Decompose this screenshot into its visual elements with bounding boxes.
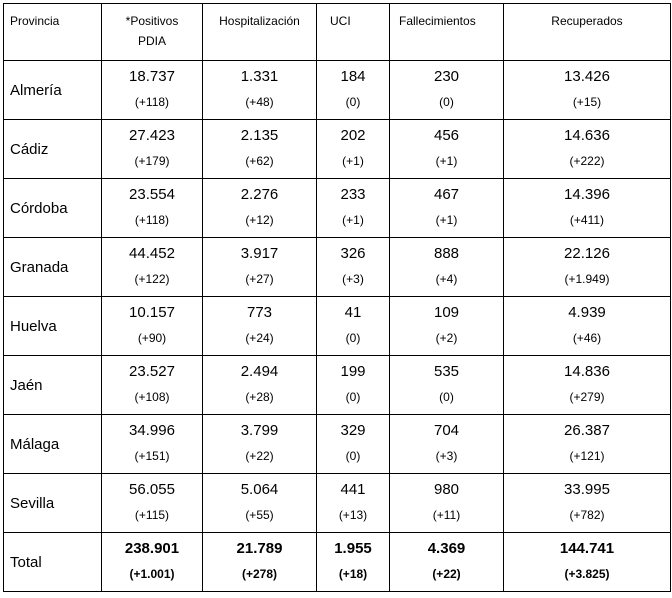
value-positivos: 10.157 [129,304,175,321]
delta-fallecimientos: (+22) [432,567,461,581]
delta-uci: (+1) [342,154,364,168]
delta-positivos: (+115) [134,508,170,522]
delta-fallecimientos: (+3) [435,449,458,463]
delta-recuperados: (+782) [569,508,605,522]
header-fallecimientos: Fallecimientos [390,4,504,61]
cell-fallecimientos [390,474,504,533]
value-fallecimientos: 980 [433,481,460,498]
delta-positivos: (+118) [134,95,170,109]
cell-uci [317,356,390,415]
table-row [4,238,671,297]
value-positivos: 238.901 [124,540,180,557]
value-hospitalizacion: 3.917 [240,245,279,262]
value-fallecimientos: 4.369 [427,540,466,557]
delta-fallecimientos: (+1) [435,213,458,227]
cell-positivos [102,61,203,120]
value-uci: 326 [340,245,366,262]
delta-recuperados: (+279) [569,390,605,404]
cell-fallecimientos [390,297,504,356]
delta-hospitalizacion: (+55) [245,508,274,522]
delta-positivos: (+179) [134,154,170,168]
cell-positivos [102,297,203,356]
delta-recuperados: (+15) [572,95,602,109]
header-recuperados: Recuperados [504,4,671,61]
delta-recuperados: (+3.825) [564,567,610,581]
delta-positivos: (+122) [134,272,170,286]
delta-uci: (0) [345,390,361,404]
total-row [4,533,671,592]
cell-recuperados [504,238,671,297]
covid-data-table [3,3,671,592]
value-hospitalizacion: 21.789 [236,540,283,557]
delta-positivos: (+90) [137,331,167,345]
table-row [4,356,671,415]
value-hospitalizacion: 773 [246,304,273,321]
delta-hospitalizacion: (+62) [245,154,274,168]
cell-hospitalizacion [203,474,317,533]
delta-fallecimientos: (+4) [435,272,458,286]
cell-recuperados [504,356,671,415]
cell-fallecimientos [390,238,504,297]
cell-fallecimientos [390,179,504,238]
value-fallecimientos: 888 [433,245,460,262]
value-uci: 199 [340,363,366,380]
header-hospitalizacion: Hospitalización [203,4,317,61]
value-hospitalizacion: 2.494 [240,363,279,380]
value-uci: 41 [344,304,362,321]
cell-positivos [102,356,203,415]
value-hospitalizacion: 2.276 [240,186,279,203]
delta-uci: (0) [345,331,361,345]
delta-uci: (+18) [338,567,368,581]
delta-fallecimientos: (+2) [435,331,458,345]
cell-uci [317,474,390,533]
table-row [4,415,671,474]
value-hospitalizacion: 3.799 [240,422,279,439]
delta-uci: (0) [345,449,361,463]
cell-hospitalizacion [203,179,317,238]
cell-positivos [102,179,203,238]
value-uci: 184 [340,68,366,85]
value-positivos: 44.452 [129,245,175,262]
header-uci: UCI [317,4,390,61]
value-hospitalizacion: 5.064 [240,481,279,498]
cell-uci [317,179,390,238]
cell-provincia: Jaén [4,356,102,415]
delta-positivos: (+108) [134,390,170,404]
delta-hospitalizacion: (+27) [245,272,274,286]
table-row [4,120,671,179]
delta-uci: (+13) [338,508,368,522]
cell-recuperados [504,61,671,120]
table-row [4,179,671,238]
cell-recuperados [504,533,671,592]
header-positivos: *Positivos PDIA [102,4,203,61]
value-fallecimientos: 467 [433,186,460,203]
value-uci: 441 [340,481,366,498]
delta-recuperados: (+222) [569,154,605,168]
cell-positivos [102,474,203,533]
value-recuperados: 14.396 [564,186,610,203]
cell-hospitalizacion [203,61,317,120]
cell-provincia: Total [4,533,102,592]
cell-uci [317,415,390,474]
delta-hospitalizacion: (+12) [245,213,274,227]
value-recuperados: 26.387 [564,422,610,439]
cell-hospitalizacion [203,356,317,415]
value-uci: 1.955 [334,540,372,557]
delta-fallecimientos: (+11) [432,508,461,522]
cell-provincia: Cádiz [4,120,102,179]
value-positivos: 23.527 [129,363,175,380]
delta-uci: (+1) [342,213,364,227]
value-recuperados: 14.836 [564,363,610,380]
value-positivos: 18.737 [129,68,175,85]
table-row [4,297,671,356]
cell-provincia: Sevilla [4,474,102,533]
delta-recuperados: (+121) [569,449,605,463]
cell-recuperados [504,179,671,238]
delta-hospitalizacion: (+22) [245,449,274,463]
delta-uci: (+3) [342,272,364,286]
delta-hospitalizacion: (+48) [245,95,274,109]
cell-recuperados [504,415,671,474]
delta-hospitalizacion: (+278) [241,567,278,581]
value-recuperados: 33.995 [564,481,610,498]
delta-positivos: (+118) [134,213,170,227]
cell-positivos [102,533,203,592]
value-positivos: 56.055 [129,481,175,498]
cell-positivos [102,415,203,474]
cell-hospitalizacion [203,238,317,297]
value-uci: 202 [340,127,366,144]
value-recuperados: 22.126 [564,245,610,262]
value-recuperados: 14.636 [564,127,610,144]
value-fallecimientos: 230 [433,68,460,85]
cell-provincia: Granada [4,238,102,297]
value-recuperados: 144.741 [559,540,615,557]
value-fallecimientos: 535 [433,363,460,380]
table-row [4,61,671,120]
delta-uci: (0) [345,95,361,109]
cell-recuperados [504,474,671,533]
cell-hospitalizacion [203,415,317,474]
delta-recuperados: (+1.949) [564,272,610,286]
cell-uci [317,297,390,356]
header-provincia: Provincia [4,4,102,61]
delta-positivos: (+151) [134,449,170,463]
cell-provincia: Almería [4,61,102,120]
header-row [4,4,671,61]
cell-provincia: Huelva [4,297,102,356]
delta-recuperados: (+411) [569,213,605,227]
value-positivos: 27.423 [129,127,175,144]
value-uci: 329 [340,422,366,439]
cell-fallecimientos [390,356,504,415]
value-positivos: 34.996 [129,422,175,439]
delta-recuperados: (+46) [572,331,602,345]
cell-positivos [102,238,203,297]
value-uci: 233 [340,186,366,203]
value-fallecimientos: 704 [433,422,460,439]
table-row [4,474,671,533]
cell-fallecimientos [390,61,504,120]
delta-fallecimientos: (0) [439,390,454,404]
cell-uci [317,533,390,592]
cell-hospitalizacion [203,533,317,592]
delta-hospitalizacion: (+24) [245,331,274,345]
cell-fallecimientos [390,120,504,179]
value-fallecimientos: 109 [433,304,460,321]
cell-provincia: Córdoba [4,179,102,238]
value-positivos: 23.554 [129,186,175,203]
value-recuperados: 4.939 [568,304,606,321]
cell-provincia: Málaga [4,415,102,474]
cell-fallecimientos [390,533,504,592]
cell-uci [317,120,390,179]
value-recuperados: 13.426 [564,68,610,85]
cell-uci [317,238,390,297]
value-hospitalizacion: 1.331 [240,68,279,85]
delta-hospitalizacion: (+28) [245,390,274,404]
delta-positivos: (+1.001) [129,567,175,581]
cell-recuperados [504,297,671,356]
value-fallecimientos: 456 [433,127,460,144]
cell-hospitalizacion [203,120,317,179]
cell-fallecimientos [390,415,504,474]
cell-positivos [102,120,203,179]
value-hospitalizacion: 2.135 [240,127,279,144]
cell-hospitalizacion [203,297,317,356]
cell-recuperados [504,120,671,179]
delta-fallecimientos: (+1) [435,154,458,168]
cell-uci [317,61,390,120]
delta-fallecimientos: (0) [439,95,454,109]
